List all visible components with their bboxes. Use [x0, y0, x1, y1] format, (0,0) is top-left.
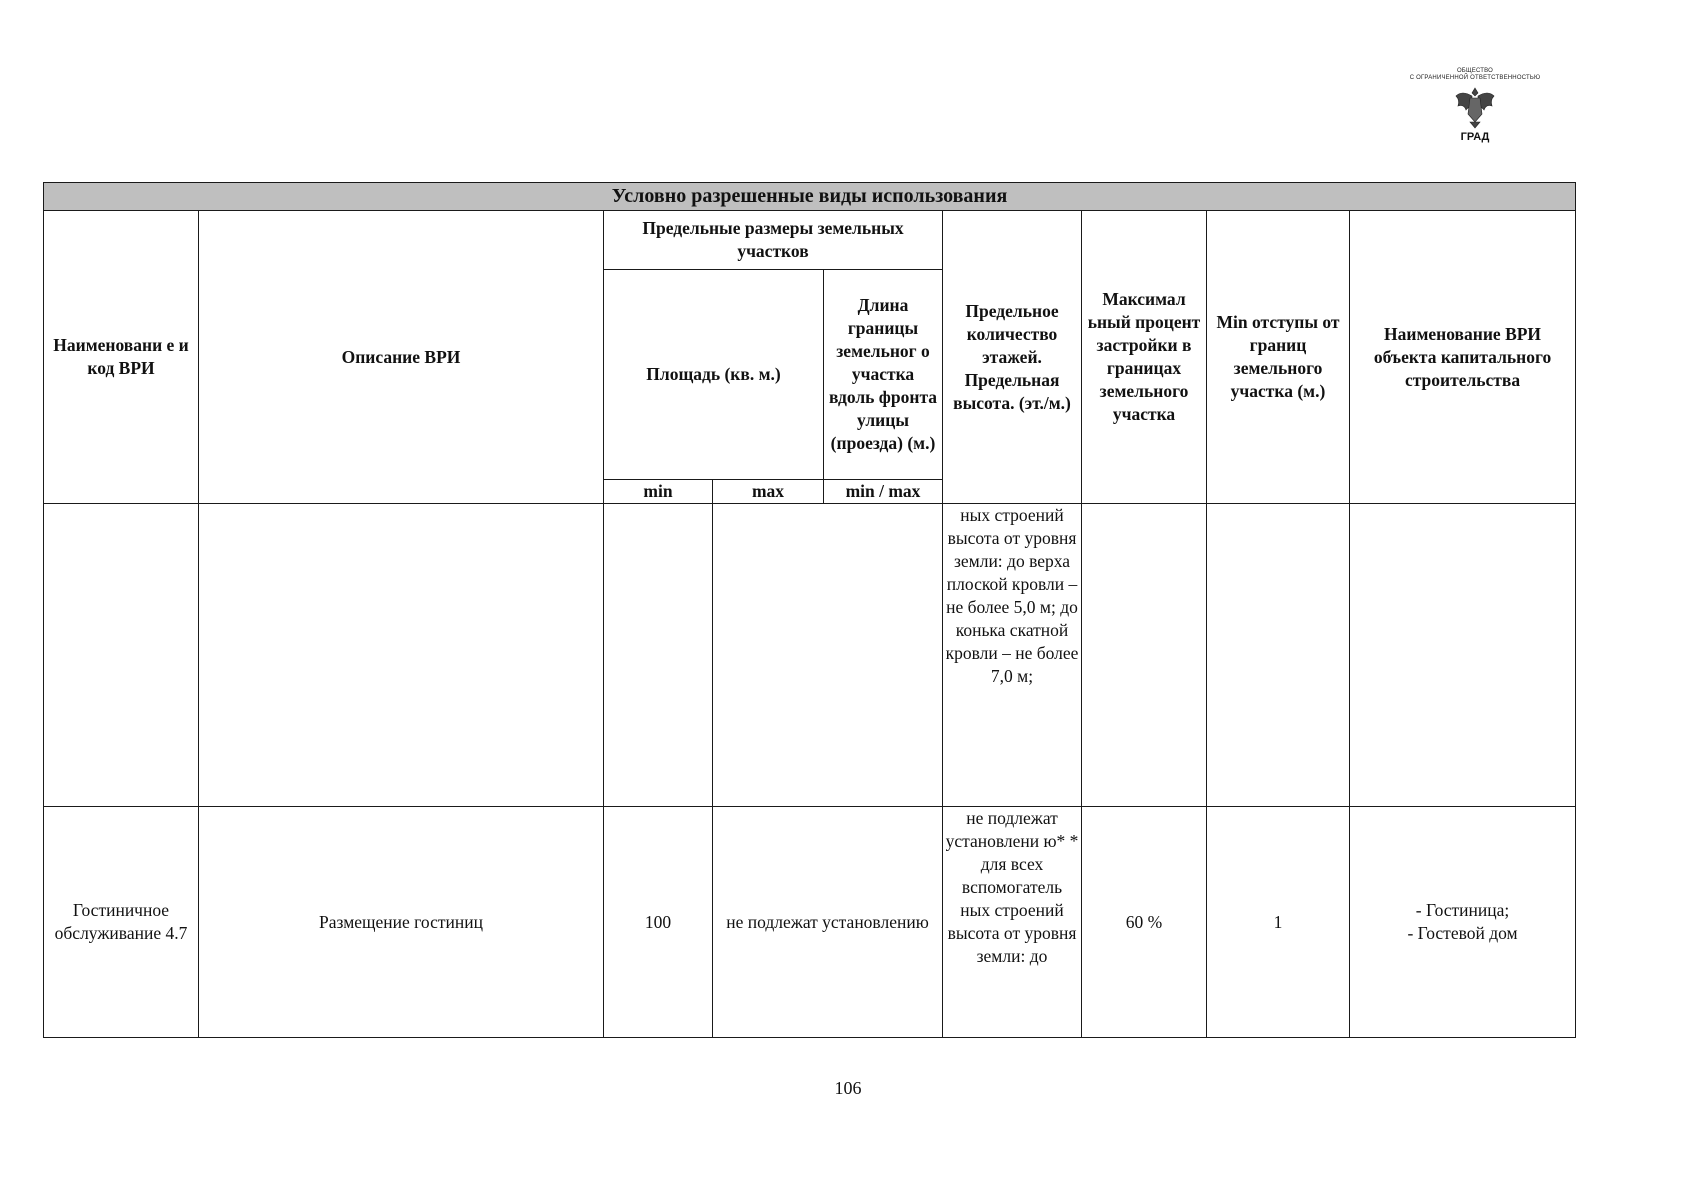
- cell-object-name: [1350, 504, 1576, 807]
- header-object-name: Наименование ВРИ объекта капитального строительства: [1350, 211, 1576, 504]
- cell-object-name: [1350, 807, 1576, 1038]
- object-name-line: - Гостиница;: [1415, 900, 1510, 920]
- cell-name-code: Гостиничное обслуживание 4.7: [44, 807, 199, 1038]
- header-plot-sizes: Предельные размеры земельных участков: [604, 211, 943, 270]
- cell-max-percent: 60 %: [1082, 807, 1207, 1038]
- table-title: Условно разрешенные виды использования: [44, 183, 1576, 211]
- header-floors: Предельное количество этажей. Предельная высота. (эт./м.): [943, 211, 1082, 504]
- eagle-emblem-icon: [1452, 84, 1498, 130]
- header-description: Описание ВРИ: [199, 211, 604, 504]
- logo-name: ГРАД: [1460, 131, 1490, 143]
- header-min-setback: Min отступы от границ земельного участка (м.): [1207, 211, 1350, 504]
- cell-min-setback: [1207, 504, 1350, 807]
- header-max: max: [713, 480, 824, 504]
- header-area: Площадь (кв. м.): [604, 270, 824, 480]
- cell-area-max-frontage: не подлежат установлению: [713, 807, 943, 1038]
- cell-description: Размещение гостиниц: [199, 807, 604, 1038]
- cell-description: [199, 504, 604, 807]
- header-min: min: [604, 480, 713, 504]
- cell-floors: ных строений высота от уровня земли: до верха плоской кровли – не более 5,0 м; до конька скатной кровли – не более 7,0 м;: [943, 504, 1082, 807]
- header-frontage: Длина границы земельног о участка вдоль фронта улицы (проезда) (м.): [824, 270, 943, 480]
- cell-max-percent: [1082, 504, 1207, 807]
- land-use-table: [43, 182, 1576, 1038]
- cell-area-max: [713, 504, 943, 807]
- object-name-line: - Гостевой дом: [1407, 923, 1518, 943]
- page-number: 106: [834, 1078, 862, 1098]
- cell-min-setback: 1: [1207, 807, 1350, 1038]
- header-min-max: min / max: [824, 480, 943, 504]
- header-name-code: Наименовани е и код ВРИ: [44, 211, 199, 504]
- logo-org-line1: ОБЩЕСТВО: [1456, 68, 1494, 74]
- header-max-percent: Максимал ьный процент застройки в границах земельного участка: [1082, 211, 1207, 504]
- cell-floors: не подлежат установлени ю* * для всех вспомогатель ных строений высота от уровня земли: до: [943, 807, 1082, 1038]
- company-logo: [1390, 68, 1560, 158]
- cell-area-min: 100: [604, 807, 713, 1038]
- cell-name-code: [44, 504, 199, 807]
- cell-area-min: [604, 504, 713, 807]
- logo-org-line2: С ОГРАНИЧЕННОЙ ОТВЕТСТВЕННОСТЬЮ: [1409, 75, 1541, 81]
- table-row: [44, 504, 1576, 807]
- table-row: [44, 807, 1576, 1038]
